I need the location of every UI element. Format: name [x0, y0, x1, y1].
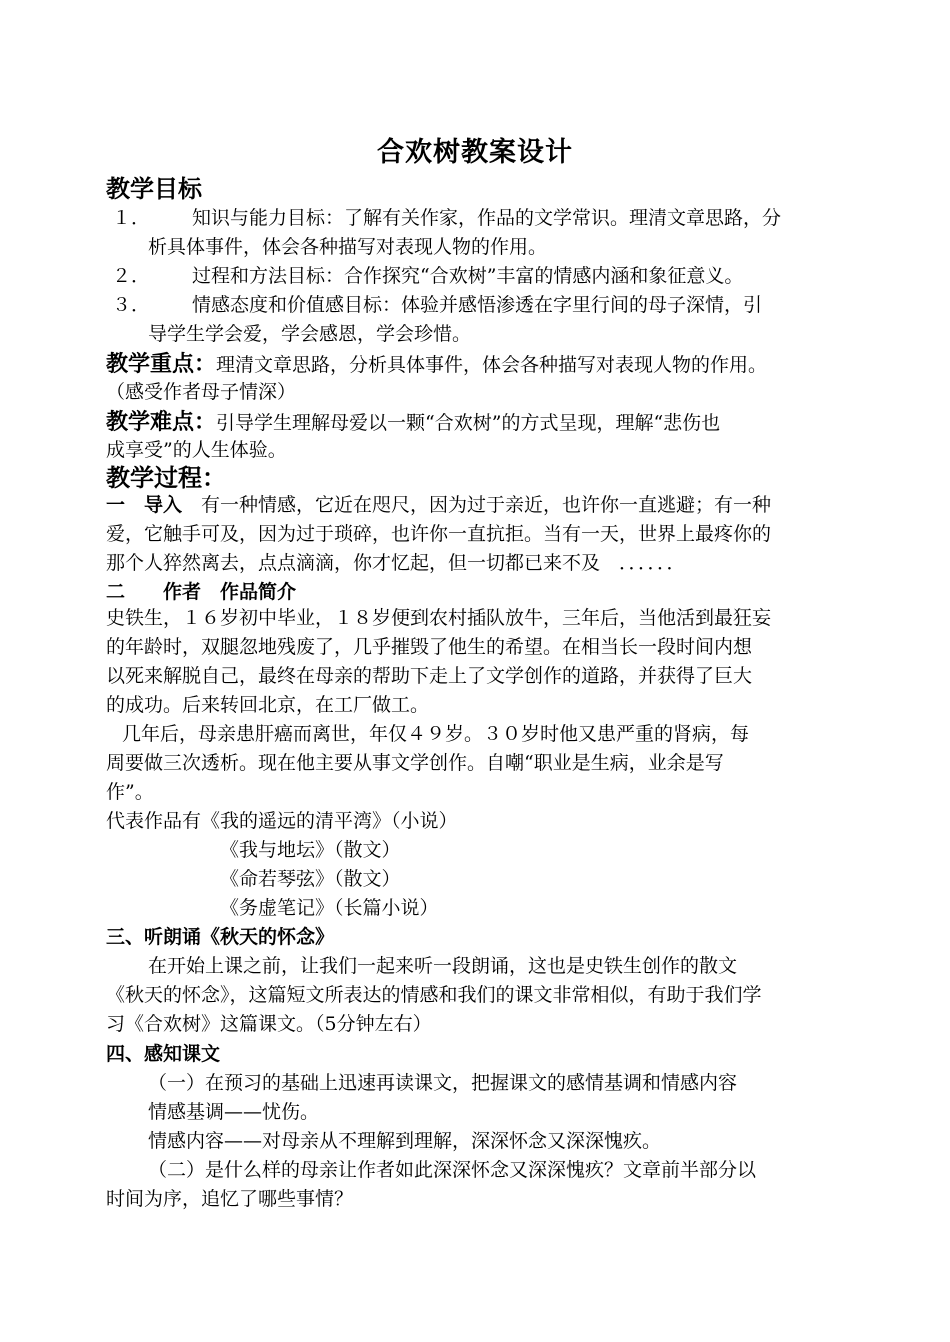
objective-2-line1: ２． 过程和方法目标：合作探究“合欢树”丰富的情感内涵和象征意义。 — [112, 262, 852, 291]
key-point-line2: （感受作者母子情深） — [106, 381, 297, 403]
author-para2-line2: 周要做三次透析。现在他主要从事文学创作。自嘲“职业是生病，业余是写 — [106, 752, 724, 774]
perceive-line5: 时间为序，追忆了哪些事情？ — [106, 1188, 354, 1210]
author-para1-line3: 以死来解脱自己，最终在母亲的帮助下走上了文学创作的道路，并获得了巨大 — [106, 665, 753, 687]
perceive-line1: （一）在预习的基础上迅速再读课文，把握课文的感情基调和情感内容 — [148, 1072, 738, 1094]
perceive-line4: （二）是什么样的母亲让作者如此深深怀念又深深愧疚？文章前半部分以 — [148, 1159, 757, 1181]
author-para2-line1: 几年后，母亲患肝癌而离世，年仅４９岁。３０岁时他又患严重的肾病，每 — [122, 723, 750, 745]
objective-3-line2: 导学生学会爱，学会感恩，学会珍惜。 — [148, 323, 472, 345]
intro-line1: 一 导入 有一种情感，它近在咫尺，因为过于亲近，也许你一直逃避；有一种 — [106, 494, 772, 516]
perceive-line2: 情感基调——忧伤。 — [148, 1101, 320, 1123]
perceive-line3: 情感内容——对母亲从不理解到理解，深深怀念又深深愧疚。 — [148, 1130, 662, 1152]
listen-line3: 习《合欢树》这篇课文。（5分钟左右） — [106, 1013, 432, 1035]
objectives-heading: 教学目标 — [106, 174, 202, 203]
work-item: 《我与地坛》（散文） — [220, 839, 401, 861]
listen-line1: 在开始上课之前，让我们一起来听一段朗诵，这也是史铁生创作的散文 — [148, 955, 738, 977]
works-line1 — [106, 807, 846, 836]
listen-line2: 《秋天的怀念》，这篇短文所表达的情感和我们的课文非常相似，有助于我们学 — [106, 984, 762, 1006]
objective-1-num: １． — [112, 207, 151, 229]
objective-2-num: ２． — [112, 265, 151, 287]
work-item: 《命若琴弦》（散文） — [220, 868, 401, 890]
author-para2-line3: 作”。 — [106, 781, 154, 803]
key-point-line1: 教学重点：理清文章思路，分析具体事件，体会各种描写对表现人物的作用。 — [106, 351, 768, 377]
difficulty-line2: 成享受”的人生体验。 — [106, 439, 287, 461]
author-para1-line1: 史铁生，１６岁初中毕业，１８岁便到农村插队放牛，三年后，当他活到最狂妄 — [106, 607, 772, 629]
intro-label: 一 导入 — [106, 494, 183, 516]
document-title: 合欢树教案设计 — [377, 137, 573, 168]
author-para1-line4: 的成功。后来转回北京，在工厂做工。 — [106, 694, 430, 716]
difficulty-label: 教学难点： — [106, 409, 217, 435]
difficulty-line1: 教学难点：引导学生理解母爱以一颗“合欢树”的方式呈现，理解“悲伤也 — [106, 409, 721, 435]
objective-1-line2: 析具体事件，体会各种描写对表现人物的作用。 — [148, 236, 548, 258]
author-para1-line2: 的年龄时，双腿忽地残废了，几乎摧毁了他生的希望。在相当长一段时间内想 — [106, 636, 753, 658]
work-item: 《务虚笔记》（长篇小说） — [220, 897, 439, 919]
works-label: 代表作品有 — [106, 810, 202, 832]
listen-heading: 三、听朗诵《秋天的怀念》 — [106, 926, 335, 948]
intro-line3: 那个人猝然离去，点点滴滴，你才忆起，但一切都已来不及 ．．．．．． — [106, 552, 686, 574]
objective-3-num: ３． — [112, 294, 151, 316]
author-heading: 二 作者 作品简介 — [106, 581, 297, 603]
intro-line2: 爱，它触手可及，因为过于琐碎，也许你一直抗拒。当有一天，世界上最疼你的 — [106, 523, 772, 545]
process-heading: 教学过程： — [106, 463, 226, 492]
perceive-heading: 四、感知课文 — [106, 1043, 221, 1065]
objective-1-line1: １． 知识与能力目标：了解有关作家，作品的文学常识。理清文章思路，分 — [112, 204, 852, 233]
work-item: 《我的遥远的清平湾》（小说） — [201, 810, 458, 832]
objective-3-line1: ３． 情感态度和价值感目标：体验并感悟渗透在字里行间的母子深情，引 — [112, 291, 852, 320]
key-point-label: 教学重点： — [106, 351, 217, 377]
